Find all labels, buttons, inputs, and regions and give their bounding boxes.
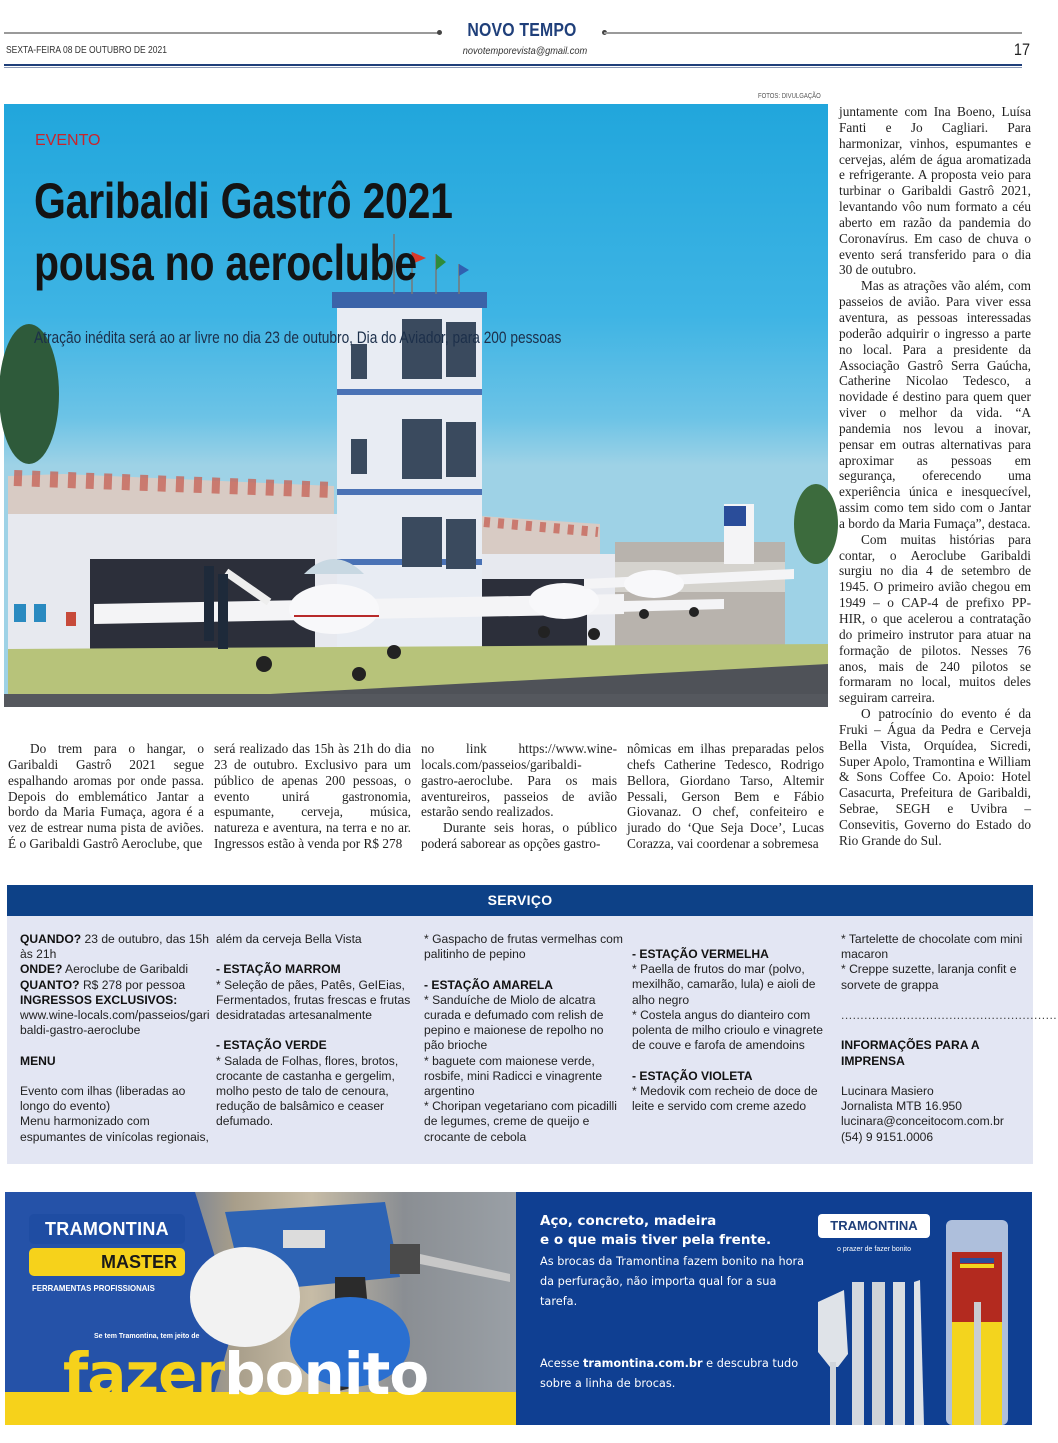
paragraph: nômicas em ilhas preparadas pelos chefs Catherine Tedesco, Rodrigo Bellora, Giordano Tarso, Altemir Pessali, Gerson Bem e Fábio Giovanaz. O chef, confeiteiro e jurado do ‘Que Seja Doce’, Lucas Corazza, vai coordenar a sobremesa bbox=[627, 741, 824, 852]
service-column-3 bbox=[424, 932, 626, 1145]
cta-post: e descubra tudo sobre a linha de brocas. bbox=[540, 1357, 799, 1390]
twist-bit-icon bbox=[852, 1282, 864, 1425]
header-rule-right bbox=[604, 32, 1022, 34]
press-label: INFORMAÇÕES PARA A IMPRENSA bbox=[841, 1038, 980, 1068]
station-name: - ESTAÇÃO MARROM bbox=[216, 962, 341, 977]
station-item: * Tartelette de chocolate com mini macaron bbox=[841, 932, 1023, 962]
where-value: Aeroclube de Garibaldi bbox=[65, 962, 189, 977]
slogan-word-bonito: bonito bbox=[224, 1340, 429, 1408]
paragraph: juntamente com Ina Boeno, Luísa Fanti e Jo Cagliari. Para harmonizar, vinhos, espumantes e cervejas, além de água aromatizada e refrigerante. A proposta veio para turbinar o Garibaldi Gastrô 2021, levantando vôo num formato a céu aberto em razão da pandemia do Coronavírus. Em caso de chuva o evento será transferido para o dia 30 de outubro. bbox=[839, 104, 1031, 278]
photo-credit: FOTOS: DIVULGAÇÃO bbox=[758, 93, 821, 100]
bit-package-icon bbox=[946, 1220, 1008, 1425]
price-value: R$ 278 por pessoa bbox=[82, 977, 186, 992]
paragraph: Durante seis horas, o público poderá saborear as opções gastro- bbox=[421, 820, 617, 852]
dotted-divider: ........................................................ bbox=[841, 1008, 1058, 1022]
ad-cta bbox=[540, 1354, 810, 1394]
station-item: * Gaspacho de frutas vermelhas com palitinho de pepino bbox=[424, 932, 623, 962]
hero-photo bbox=[4, 104, 828, 707]
article-subhead: Atração inédita será ao ar livre no dia 23 de outubro, Dia do Aviador, para 200 pessoas bbox=[34, 329, 562, 347]
article-column-2 bbox=[214, 741, 411, 852]
headline-line-1: Garibaldi Gastrô 2021 bbox=[34, 173, 453, 229]
where-label: ONDE? bbox=[20, 962, 63, 977]
slogan-fazer-bonito bbox=[63, 1340, 429, 1408]
station-name: - ESTAÇÃO AMARELA bbox=[424, 977, 553, 992]
paragraph: no link https://www.wine-locals.com/passeios/garibaldi-gastro-aeroclube. Para os mais aventureiros, passeios de avião estarão sendo realizados. bbox=[421, 741, 617, 820]
chisel-bit-icon bbox=[914, 1280, 924, 1425]
headline-line-2: pousa no aeroclube bbox=[34, 235, 417, 291]
masonry-bit-icon bbox=[872, 1282, 885, 1425]
when-label: QUANDO? bbox=[20, 932, 82, 946]
tramontina-tagline: o prazer de fazer bonito bbox=[837, 1246, 911, 1253]
when-value: 23 de outubro, das 15h às 21h bbox=[20, 932, 209, 962]
hangar-roof-right bbox=[480, 516, 600, 559]
publication-email[interactable]: novotemporevista@gmail.com bbox=[462, 45, 588, 57]
paragraph: O patrocínio do evento é da Fruki – Água da Pedra e Cerveja Bella Vista, Orquídea, Sicredi, Super Apolo, Tramontina e William & Sons Coffee Co. Apoio: Hotel Casacurta, Prefeitura de Garibaldi, Sebrae, SEGH e Uvibra – Consevitis, Governo do Estado do Rio Grande do Sul. bbox=[839, 706, 1031, 848]
ad-headline bbox=[540, 1212, 810, 1250]
article-headline bbox=[34, 170, 559, 294]
press-email[interactable]: lucinara@conceitocom.com.br bbox=[841, 1114, 1004, 1129]
ad-left-panel bbox=[5, 1192, 516, 1425]
service-column-4 bbox=[632, 947, 834, 1114]
paragraph: Mas as atrações vão além, com passeios de avião. Para viver essa aventura, as pessoas interessadas poderão adquirir o ingresso a parte no local. Para a presidente da Associação Gastrô Serra Gaúcha, Catherine Nicolao Tedesco, a novidade é destino para quem quer viver o melhor da vida. “A pandemia nos levou a inovar, pensar em outras alternativas para aproximar as pessoas em segurança, oferecendo uma experiência única e inesquecível, assim como tem sido com o Jantar a bordo da Maria Fumaça”, destaca. bbox=[839, 278, 1031, 531]
station-item: * Choripan vegetariano com picadilli de legumes, creme de queijo e crocante de cebola bbox=[424, 1099, 617, 1144]
paragraph: será realizado das 15h às 21h do dia 23 de outubro. Exclusivo para um público de apenas 200 pessoas, o evento unirá gastronomia, espumante, cerveja, música, natureza e aventura, na terra e no ar. Ingressos estão à venda por R$ 278 bbox=[214, 741, 411, 852]
station-item: * Paella de frutos do mar (polvo, mexilhão, camarão, lula) e aioli de alho negro bbox=[632, 962, 816, 1007]
tree-right bbox=[794, 484, 838, 564]
ad-headline-line-2: e o que mais tiver pela frente. bbox=[540, 1232, 772, 1248]
sds-bit-icon bbox=[893, 1282, 905, 1425]
issue-date: SEXTA-FEIRA 08 DE OUTUBRO DE 2021 bbox=[6, 45, 167, 56]
spade-bit-icon bbox=[818, 1290, 848, 1425]
tramontina-logo-small: TRAMONTINA bbox=[818, 1214, 930, 1238]
article-kicker: EVENTO bbox=[35, 132, 101, 149]
station-name: - ESTAÇÃO VIOLETA bbox=[632, 1068, 753, 1083]
tramontina-logo: TRAMONTINA bbox=[29, 1214, 185, 1244]
glove-white bbox=[190, 1247, 300, 1347]
press-name: Lucinara Masiero bbox=[841, 1083, 934, 1098]
master-logo: MASTER bbox=[29, 1248, 185, 1276]
slogan-word-fazer: fazer bbox=[63, 1340, 225, 1408]
article-column-3 bbox=[421, 741, 617, 852]
article-column-1 bbox=[8, 741, 204, 852]
service-title: SERVIÇO bbox=[7, 885, 1033, 916]
station-name: - ESTAÇÃO VERMELHA bbox=[632, 947, 769, 961]
cta-pre: Acesse bbox=[540, 1357, 584, 1370]
paragraph: Com muitas histórias para contar, o Aeroclube Garibaldi surgiu no dia 4 de setembro de 1945. O primeiro avião chegou em 1949 – o CAP-4 de prefixo PP-HIR, o que acelerou a contratação do primeiro instrutor para atuar na formação de pilotos. Nesses 76 anos, mais de 240 pilotos se formaram no local, muitos deles seguiram carreira. bbox=[839, 531, 1031, 706]
tickets-label: INGRESSOS EXCLUSIVOS: bbox=[20, 992, 178, 1007]
station-item: * Costela angus do dianteiro com polenta de milho crioulo e vinagrete de couve e farofa de amendoins bbox=[632, 1007, 823, 1053]
article-column-4 bbox=[627, 741, 824, 852]
ad-headline-line-1: Aço, concreto, madeira bbox=[540, 1213, 717, 1229]
station-item: * Seleção de pães, Patês, GeIEias, Fermentados, frutas frescas e frutas desidratadas artesanalmente bbox=[216, 977, 411, 1022]
header-rule-bottom bbox=[4, 64, 1022, 68]
price-label: QUANTO? bbox=[20, 977, 80, 992]
station-item: * Salada de Folhas, flores, brotos, crocante de castanha e gergelim, molho pesto de talo de cenoura, redução de balsâmico e ceaser defumado. bbox=[216, 1053, 399, 1129]
press-phone: (54) 9 9151.0006 bbox=[841, 1129, 934, 1144]
menu-intro: Evento com ilhas (liberadas ao longo do evento) bbox=[20, 1084, 186, 1114]
slogan-small: Se tem Tramontina, tem jeito de bbox=[94, 1333, 200, 1340]
press-role: Jornalista MTB 16.950 bbox=[841, 1099, 962, 1114]
station-item: * Sanduíche de Miolo de alcatra curada e defumado com relish de pepino e maionese de repolho no pão brioche bbox=[424, 992, 604, 1053]
service-column-5 bbox=[841, 932, 1058, 1145]
service-column-1 bbox=[20, 932, 212, 1145]
page-number: 17 bbox=[1013, 40, 1030, 59]
station-item: * Medovik com recheio de doce de leite e servido com creme azedo bbox=[632, 1083, 818, 1114]
cta-link[interactable]: tramontina.com.br bbox=[583, 1357, 703, 1370]
menu-label: MENU bbox=[20, 1053, 56, 1068]
header-rule-left bbox=[4, 32, 439, 34]
service-column-2 bbox=[216, 932, 416, 1130]
person bbox=[218, 574, 228, 649]
station-item: * Creppe suzette, laranja confit e sorvete de grappa bbox=[841, 962, 1017, 992]
service-box bbox=[7, 885, 1058, 1164]
station-name: - ESTAÇÃO VERDE bbox=[216, 1038, 327, 1053]
ad-right-panel bbox=[516, 1192, 1032, 1425]
menu-drinks: Menu harmonizado com espumantes de vinícolas regionais, bbox=[20, 1114, 209, 1144]
tickets-link[interactable]: www.wine-locals.com/passeios/garibaldi-gastro-aeroclube bbox=[20, 1008, 210, 1038]
publication-masthead: NOVO TEMPO bbox=[467, 20, 577, 40]
tramontina-ad[interactable] bbox=[5, 1192, 1032, 1425]
station-item: * baguete com maionese verde, rosbife, mini Radicci e vinagrente argentino bbox=[424, 1053, 603, 1099]
drill-bit bbox=[420, 1254, 510, 1282]
article-column-5 bbox=[839, 104, 1031, 849]
person bbox=[204, 566, 214, 641]
master-subtitle: FERRAMENTAS PROFISSIONAIS bbox=[32, 1283, 155, 1293]
paragraph: Do trem para o hangar, o Garibaldi Gastrô 2021 segue espalhando aromas por onde passa. Depois do emblemático Jantar a bordo da Maria Fumaça, agora é a vez de estrear numa pista de aviões. É o Garibaldi Gastrô Aeroclube, que bbox=[8, 741, 204, 852]
ad-body: As brocas da Tramontina fazem bonito na hora da perfuração, não importa qual for a sua tarefa. bbox=[540, 1255, 805, 1308]
header-dot-left bbox=[437, 30, 442, 35]
menu-drinks-cont: além da cerveja Bella Vista bbox=[216, 932, 362, 946]
far-hangar bbox=[615, 542, 785, 652]
